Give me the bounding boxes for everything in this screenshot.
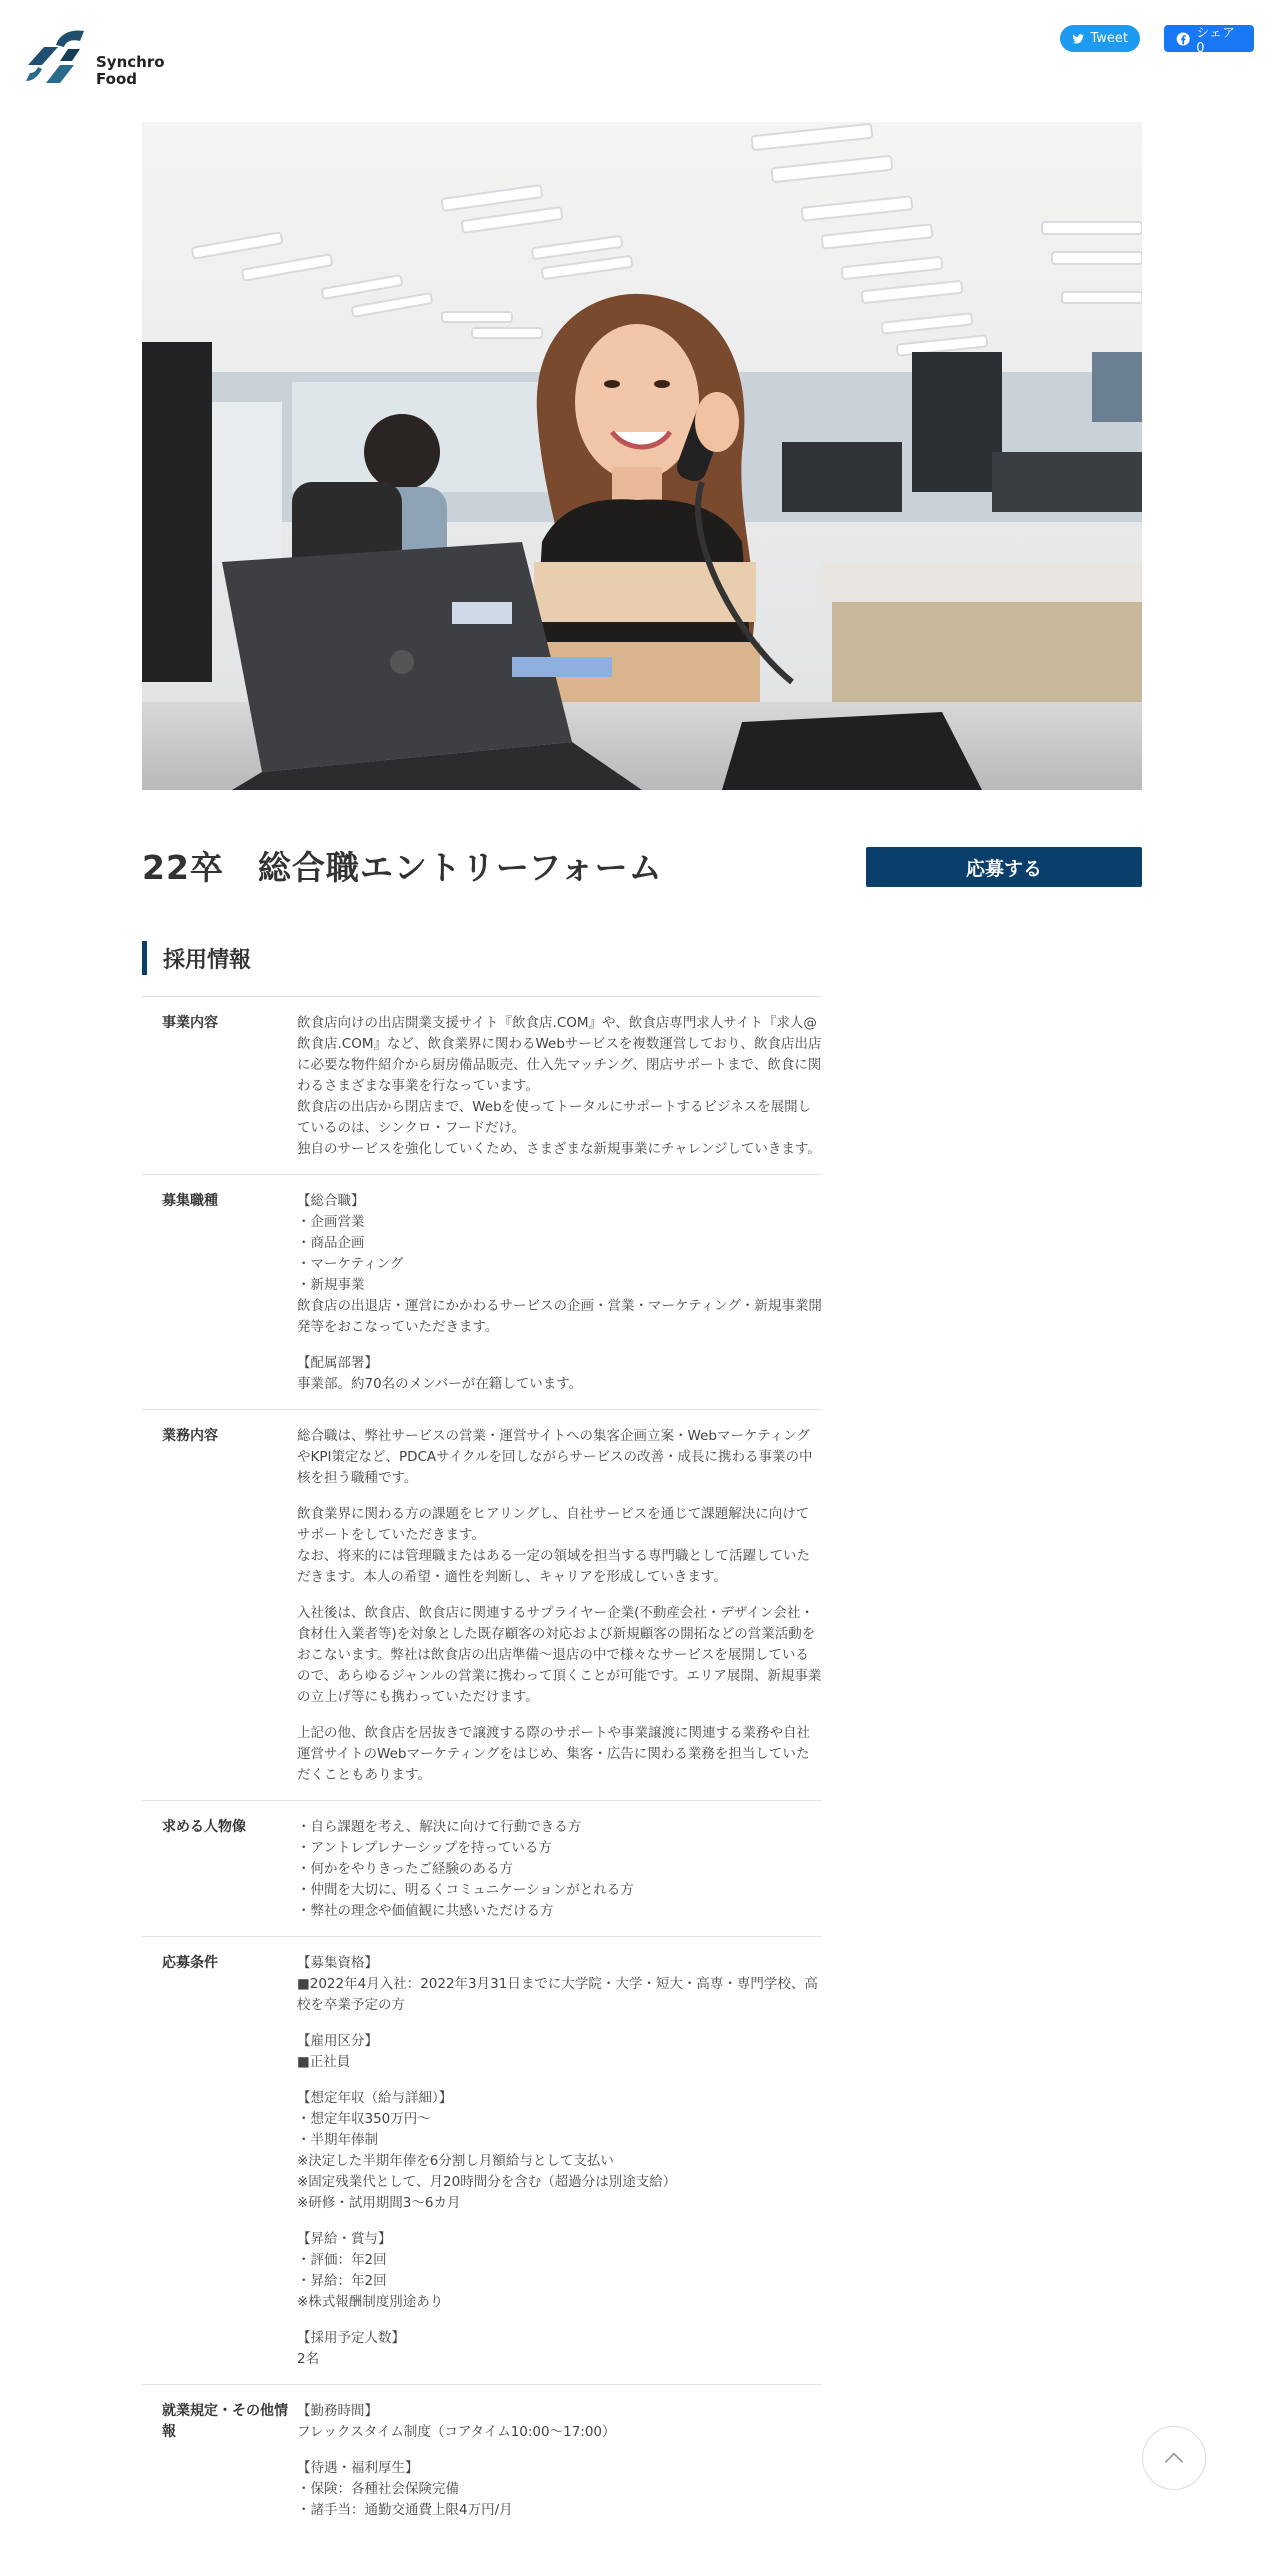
info-row-requirements — [142, 1936, 822, 2384]
info-paragraph: 【募集資格】 ■2022年4月入社：2022年3月31日までに大学院・大学・短大・高専・専門学校、高校を卒業予定の方 — [297, 1955, 818, 2013]
info-label: 業務内容 — [162, 1428, 218, 1444]
info-label: 就業規定・その他情報 — [162, 2403, 288, 2440]
info-paragraph: ・自ら課題を考え、解決に向けて行動できる方 ・アントレプレナーシップを持っている方 ・何かをやりきったご経験のある方 ・仲間を大切に、明るくコミュニケーションがとれる方 ・弊社の理念や価値観に共感いただける方 — [297, 1819, 634, 1919]
info-paragraph: 【採用予定人数】 2名 — [297, 2330, 405, 2367]
info-value — [297, 2401, 822, 2521]
info-paragraph: 【想定年収（給与詳細）】 ・想定年収350万円〜 ・半期年俸制 ※決定した半期年俸を6分割し月額給与として支払い ※固定残業代として、月20時間分を含む（超過分は別途支給） ※研修・試用期間3〜6カ月 — [297, 2090, 677, 2211]
logo-text — [96, 54, 165, 88]
tweet-button[interactable] — [1060, 25, 1140, 52]
info-paragraph: 【雇用区分】 ■正社員 — [297, 2033, 378, 2070]
page-title: 22卒 総合職エントリーフォーム — [142, 848, 663, 887]
apply-button[interactable]: 応募する — [866, 847, 1142, 887]
info-paragraph: 入社後は、飲食店、飲食店に関連するサプライヤー企業(不動産会社・デザイン会社・食材仕入業者等)を対象とした既存顧客の対応および新規顧客の開拓などの営業活動をおこないます。弊社は飲食店の出店準備〜退店の中で様々なサービスを展開しているので、あらゆるジャンルの営業に携わって頂くことが可能です。エリア展開、新規事業の立上げ等にも携わっていただけます。 — [297, 1605, 822, 1705]
info-paragraph: 【配属部署】 事業部。約70名のメンバーが在籍しています。 — [297, 1355, 583, 1392]
twitter-bird-icon — [1072, 31, 1084, 47]
info-paragraph: 【勤務時間】 フレックスタイム制度（コアタイム10:00〜17:00） — [297, 2403, 616, 2440]
info-paragraph: 総合職は、弊社サービスの営業・運営サイトへの集客企画立案・Webマーケティング やKPI策定など、PDCAサイクルを回しながらサービスの改善・成長に携わる事業の中核を担う職種です。 — [297, 1428, 813, 1486]
info-label: 応募条件 — [162, 1955, 218, 1971]
info-paragraph: 飲食業界に関わる方の課題をヒアリングし、自社サービスを通じて課題解決に向けてサポートをしていただきます。 なお、将来的には管理職またはある一定の領域を担当する専門職として活躍していただきます。本人の希望・適性を判断し、キャリアを形成していきます。 — [297, 1506, 810, 1585]
info-row-business — [142, 996, 822, 1174]
logo-text-line2: Food — [96, 70, 137, 88]
section-heading-recruitment-info: 採用情報 — [142, 941, 251, 975]
tweet-label: Tweet — [1090, 31, 1128, 46]
info-value — [297, 1191, 822, 1395]
info-label: 求める人物像 — [162, 1819, 246, 1835]
scroll-to-top-button[interactable] — [1142, 2426, 1206, 2490]
facebook-icon — [1176, 31, 1190, 47]
logo-mark-icon — [24, 25, 94, 89]
info-paragraph: 【待遇・福利厚生】 ・保険：各種社会保険完備 ・諸手当：通勤交通費上限4万円/月 — [297, 2460, 513, 2518]
facebook-share-button[interactable] — [1164, 25, 1254, 56]
info-label: 募集職種 — [162, 1193, 218, 1209]
info-value — [297, 1817, 822, 1922]
info-label: 事業内容 — [162, 1015, 218, 1031]
info-paragraph: 【昇給・賞与】 ・評価：年2回 ・昇給：年2回 ※株式報酬制度別途あり — [297, 2231, 444, 2310]
info-row-work-rules — [142, 2384, 822, 2535]
info-paragraph: 【総合職】 ・企画営業 ・商品企画 ・マーケティング ・新規事業 飲食店の出退店・運営にかかわるサービスの企画・営業・マーケティング・新規事業開発等をおこなっていただきます。 — [297, 1193, 822, 1335]
info-value — [297, 1013, 822, 1160]
logo-text-line1: Synchro — [96, 53, 165, 71]
recruitment-info-table — [142, 996, 822, 2535]
info-paragraph: 飲食店向けの出店開業支援サイト『飲食店.COM』や、飲食店専門求人サイト『求人@飲食店.COM』など、飲食業界に関わるWebサービスを複数運営しており、飲食店出店に必要な物件紹介から厨房備品販売、仕入先マッチング、閉店サポートまで、飲食に関わるさまざまな事業を行なっています。 飲食店の出店から閉店まで、Webを使ってトータルにサポートするビジネスを展開しているのは、シンクロ・フードだけ。 独自のサービスを強化していくため、さまざまな新規事業にチャレンジしていきます。 — [297, 1015, 822, 1157]
info-row-job-description — [142, 1409, 822, 1800]
info-row-ideal-candidate — [142, 1800, 822, 1936]
facebook-share-label: シェア 0 — [1196, 25, 1236, 56]
info-paragraph: 上記の他、飲食店を居抜きで譲渡する際のサポートや事業譲渡に関連する業務や自社運営サイトのWebマーケティングをはじめ、集客・広告に関わる業務を担当していただくこともあります。 — [297, 1725, 810, 1783]
info-row-positions — [142, 1174, 822, 1409]
info-value — [297, 1953, 822, 2370]
info-value — [297, 1426, 822, 1786]
synchro-food-logo[interactable] — [24, 24, 164, 90]
chevron-up-icon — [1161, 2445, 1187, 2471]
hero-office-photo — [142, 122, 1142, 790]
